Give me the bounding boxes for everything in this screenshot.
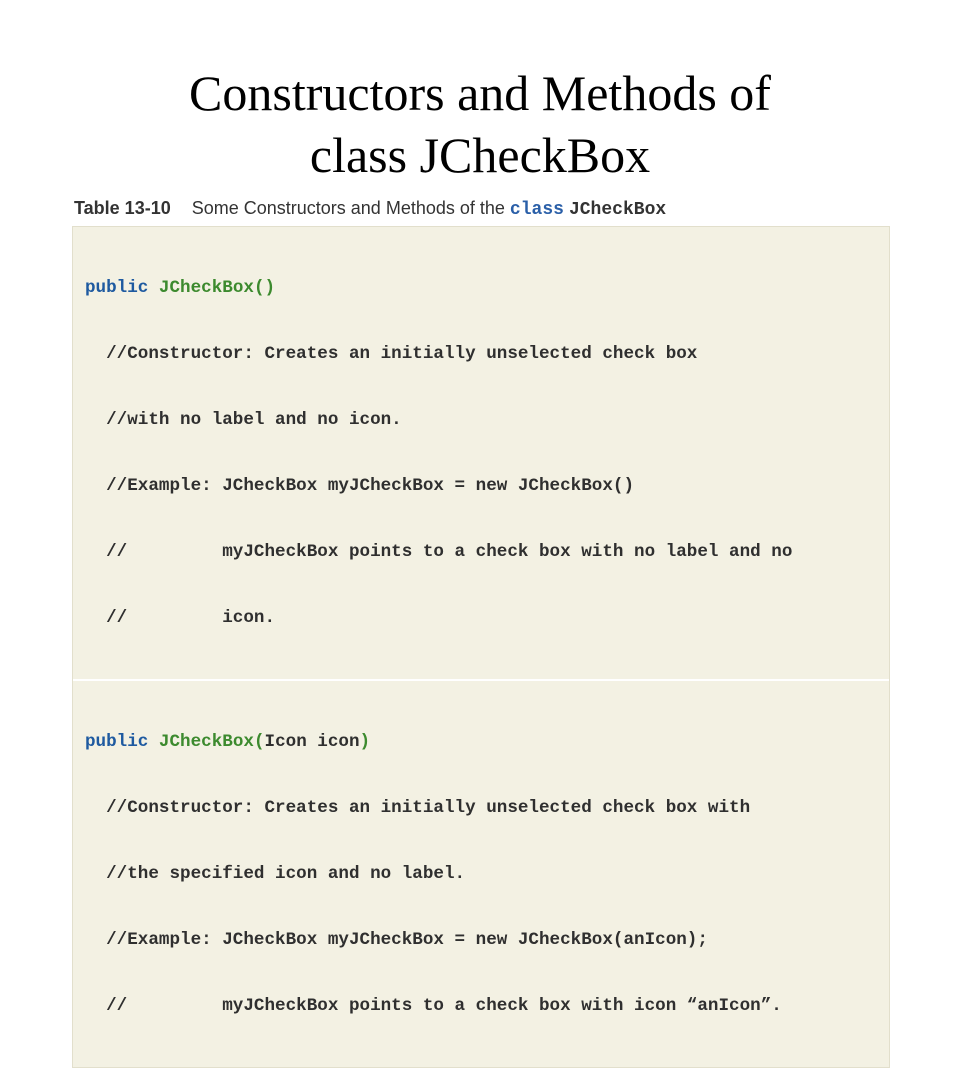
caption-class-keyword: class [509,200,564,220]
comment-line: // icon. [85,608,276,628]
constructors-table [72,226,890,1068]
public-keyword: public [85,278,149,298]
method-close-paren: ) [359,732,371,752]
table-row [73,227,889,679]
method-signature [85,731,877,753]
method-params: Icon icon [264,732,360,752]
comment-line: // myJCheckBox points to a check box with icon “anIcon”. [85,996,782,1016]
slide-title [0,62,960,186]
slide-title-line-1: Constructors and Methods of [189,65,771,121]
comment-line: //Example: JCheckBox myJCheckBox = new JCheckBox() [85,476,635,496]
comment-line: //the specified icon and no label. [85,864,466,884]
comment-line: //Constructor: Creates an initially unselected check box with [85,798,751,818]
slide-title-line-2: class JCheckBox [309,127,651,183]
public-keyword: public [85,732,149,752]
table-row [73,679,889,1067]
table-caption [74,196,894,222]
comment-line: //with no label and no icon. [85,410,402,430]
comment-line: // myJCheckBox points to a check box with no label and no [85,542,793,562]
table-caption-text: Some Constructors and Methods of the [191,198,505,218]
method-close-paren: ) [264,278,276,298]
method-name: JCheckBox( [158,732,265,752]
table-number-label: Table 13-10 [74,198,171,218]
comment-line: //Constructor: Creates an initially unselected check box [85,344,698,364]
method-name: JCheckBox( [158,278,265,298]
comment-line: //Example: JCheckBox myJCheckBox = new JCheckBox(anIcon); [85,930,708,950]
method-signature [85,277,877,299]
caption-class-name: JCheckBox [568,200,667,220]
